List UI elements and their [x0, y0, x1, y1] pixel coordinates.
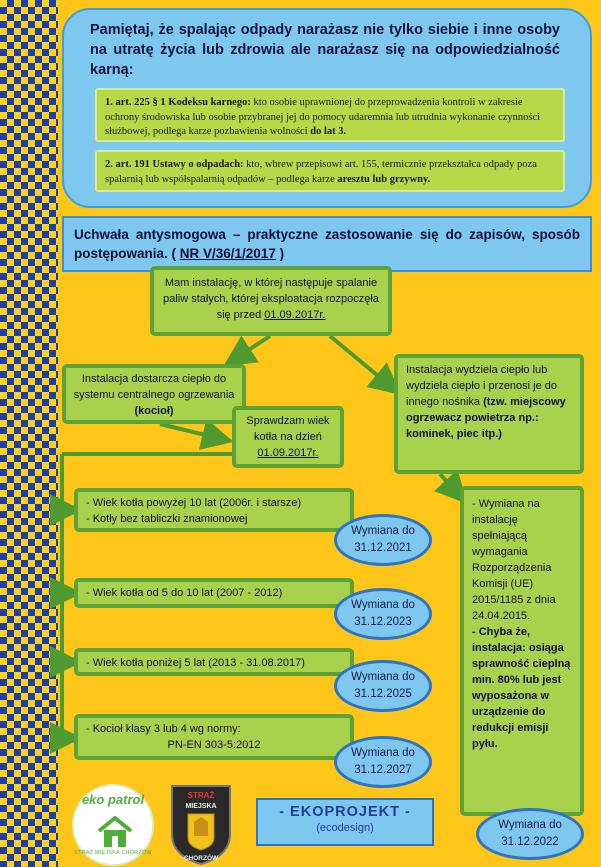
law2-text: kto, wbrew przepisowi art. 155, termicznie przekształca odpady poza spalarnią lub współspalarnią odpadów – podlega karze [105, 159, 537, 185]
row2-text: - Wiek kotła od 5 do 10 lat (2007 - 2012) [86, 587, 283, 599]
start-date: 01.09.2017r. [264, 309, 326, 321]
age-row-under-5 [74, 648, 354, 676]
resolution-text: Uchwała antysmogowa – praktyczne zastosowanie się do zapisów, sposób postępowania. ( [74, 227, 580, 261]
law1-penalty: do lat 3. [310, 126, 347, 137]
check-text: Sprawdzam wiek kotła na dzień [246, 415, 330, 443]
arrow-to-local [330, 336, 395, 390]
age-row-over-10 [74, 488, 354, 532]
central-text: Instalacja dostarcza ciepło do systemu centralnego ogrzewania [73, 373, 235, 401]
deadline-2025 [334, 660, 432, 712]
deadline-2021 [334, 514, 432, 566]
badge-line3: CHORZÓW [183, 855, 219, 862]
arrow-to-replace [440, 474, 462, 498]
local-bold: (tzw. miejscowy ogrzewacz powietrza np.: kominek, piec itp.) [406, 396, 566, 440]
check-age-box [232, 406, 344, 468]
eko-patrol-caption: STRAŻ MIEJSKA CHORZÓW [74, 850, 152, 856]
row4-line1: - Kocioł klasy 3 lub 4 wg normy: [86, 723, 241, 735]
row4-line2: PN-EN 303-5:2012 [167, 739, 261, 751]
deadline-date: 31.12.2022 [501, 836, 559, 848]
age-row-5-10 [74, 578, 354, 608]
ekoprojekt-subtitle: (ecodesign) [316, 822, 374, 834]
deadline-label: Wymiana do [351, 525, 415, 537]
central-heating-box [62, 364, 246, 424]
law2-ref: 2. art. 191 Ustawy o odpadach: [105, 159, 244, 170]
house-icon [96, 814, 134, 850]
law1-text: kto osobie uprawnionej do przeprowadzenia kontroli w zakresie ochrony środowiska lub osobie przybranej jej do pomocy udaremnia lub utrudnia wykonanie czynności służbowej, podlega karze pozbawienia wolności [105, 97, 541, 137]
row3-text: - Wiek kotła poniżej 5 lat (2013 - 31.08.2017) [86, 657, 305, 669]
law2-penalty: aresztu lub grzywny. [337, 173, 431, 185]
replacement-box [460, 486, 584, 816]
check-date: 01.09.2017r. [257, 447, 319, 459]
resolution-close: ) [275, 246, 285, 261]
age-row-class-3-4 [74, 714, 354, 760]
law-kodeks-karny [95, 88, 565, 142]
replace-bold: - Chyba że, instalacja: osiąga sprawność cieplną min. 80% lub jest wyposażona w urządzenie do redukcji emisji pyłu. [472, 626, 571, 750]
law1-ref: 1. art. 225 § 1 Kodeksu karnego: [105, 97, 251, 108]
deadline-2022 [476, 808, 584, 860]
deadline-label: Wymiana do [351, 599, 415, 611]
deadline-date: 31.12.2025 [354, 688, 412, 700]
deadline-date: 31.12.2027 [354, 764, 412, 776]
eko-patrol-logo [72, 784, 154, 866]
warning-text: Pamiętaj, że spalając odpady narażasz nie tylko siebie i inne osoby na utratę życia lub zdrowia ale narażasz się na odpowiedzialność karną: [90, 22, 560, 78]
replace-text: - Wymiana na instalację spełniającą wymagania Rozporządzenia Komisji (UE) 2015/1185 z dnia 24.04.2015. [472, 498, 556, 622]
deadline-2027 [334, 736, 432, 788]
resolution-banner [62, 216, 592, 272]
deadline-date: 31.12.2021 [354, 542, 412, 554]
deadline-2023 [334, 588, 432, 640]
deadline-label: Wymiana do [351, 747, 415, 759]
deadline-date: 31.12.2023 [354, 616, 412, 628]
deadline-label: Wymiana do [351, 671, 415, 683]
start-box [150, 266, 392, 336]
arrow-to-central [230, 336, 270, 362]
arrow-to-check [160, 424, 226, 440]
law-ustawa-o-odpadach [95, 150, 565, 192]
badge-line1: STRAŻ [187, 791, 215, 800]
local-text: Instalacja wydziela ciepło lub wydziela ciepło i przenosi je do innego nośnika [406, 364, 558, 408]
local-heater-box [394, 354, 584, 474]
straz-miejska-badge [166, 782, 236, 866]
ekoprojekt-title: - EKOPROJEKT - [279, 804, 411, 820]
start-text: Mam instalację, w której następuje spalanie paliw stałych, której eksploatacja rozpoczęła się przed [163, 277, 379, 321]
row1-line1: - Wiek kotła powyżej 10 lat (2006r. i starsze) [86, 497, 302, 509]
central-bold: (kocioł) [134, 405, 174, 417]
deadline-label: Wymiana do [498, 819, 562, 831]
ekoprojekt-box [256, 798, 434, 846]
row1-line2: - Kotły bez tabliczki znamionowej [86, 513, 248, 525]
eko-patrol-title: eko patrol [81, 792, 145, 807]
badge-line2: MIEJSKA [185, 803, 217, 810]
resolution-number: NR V/36/1/2017 [179, 246, 276, 261]
